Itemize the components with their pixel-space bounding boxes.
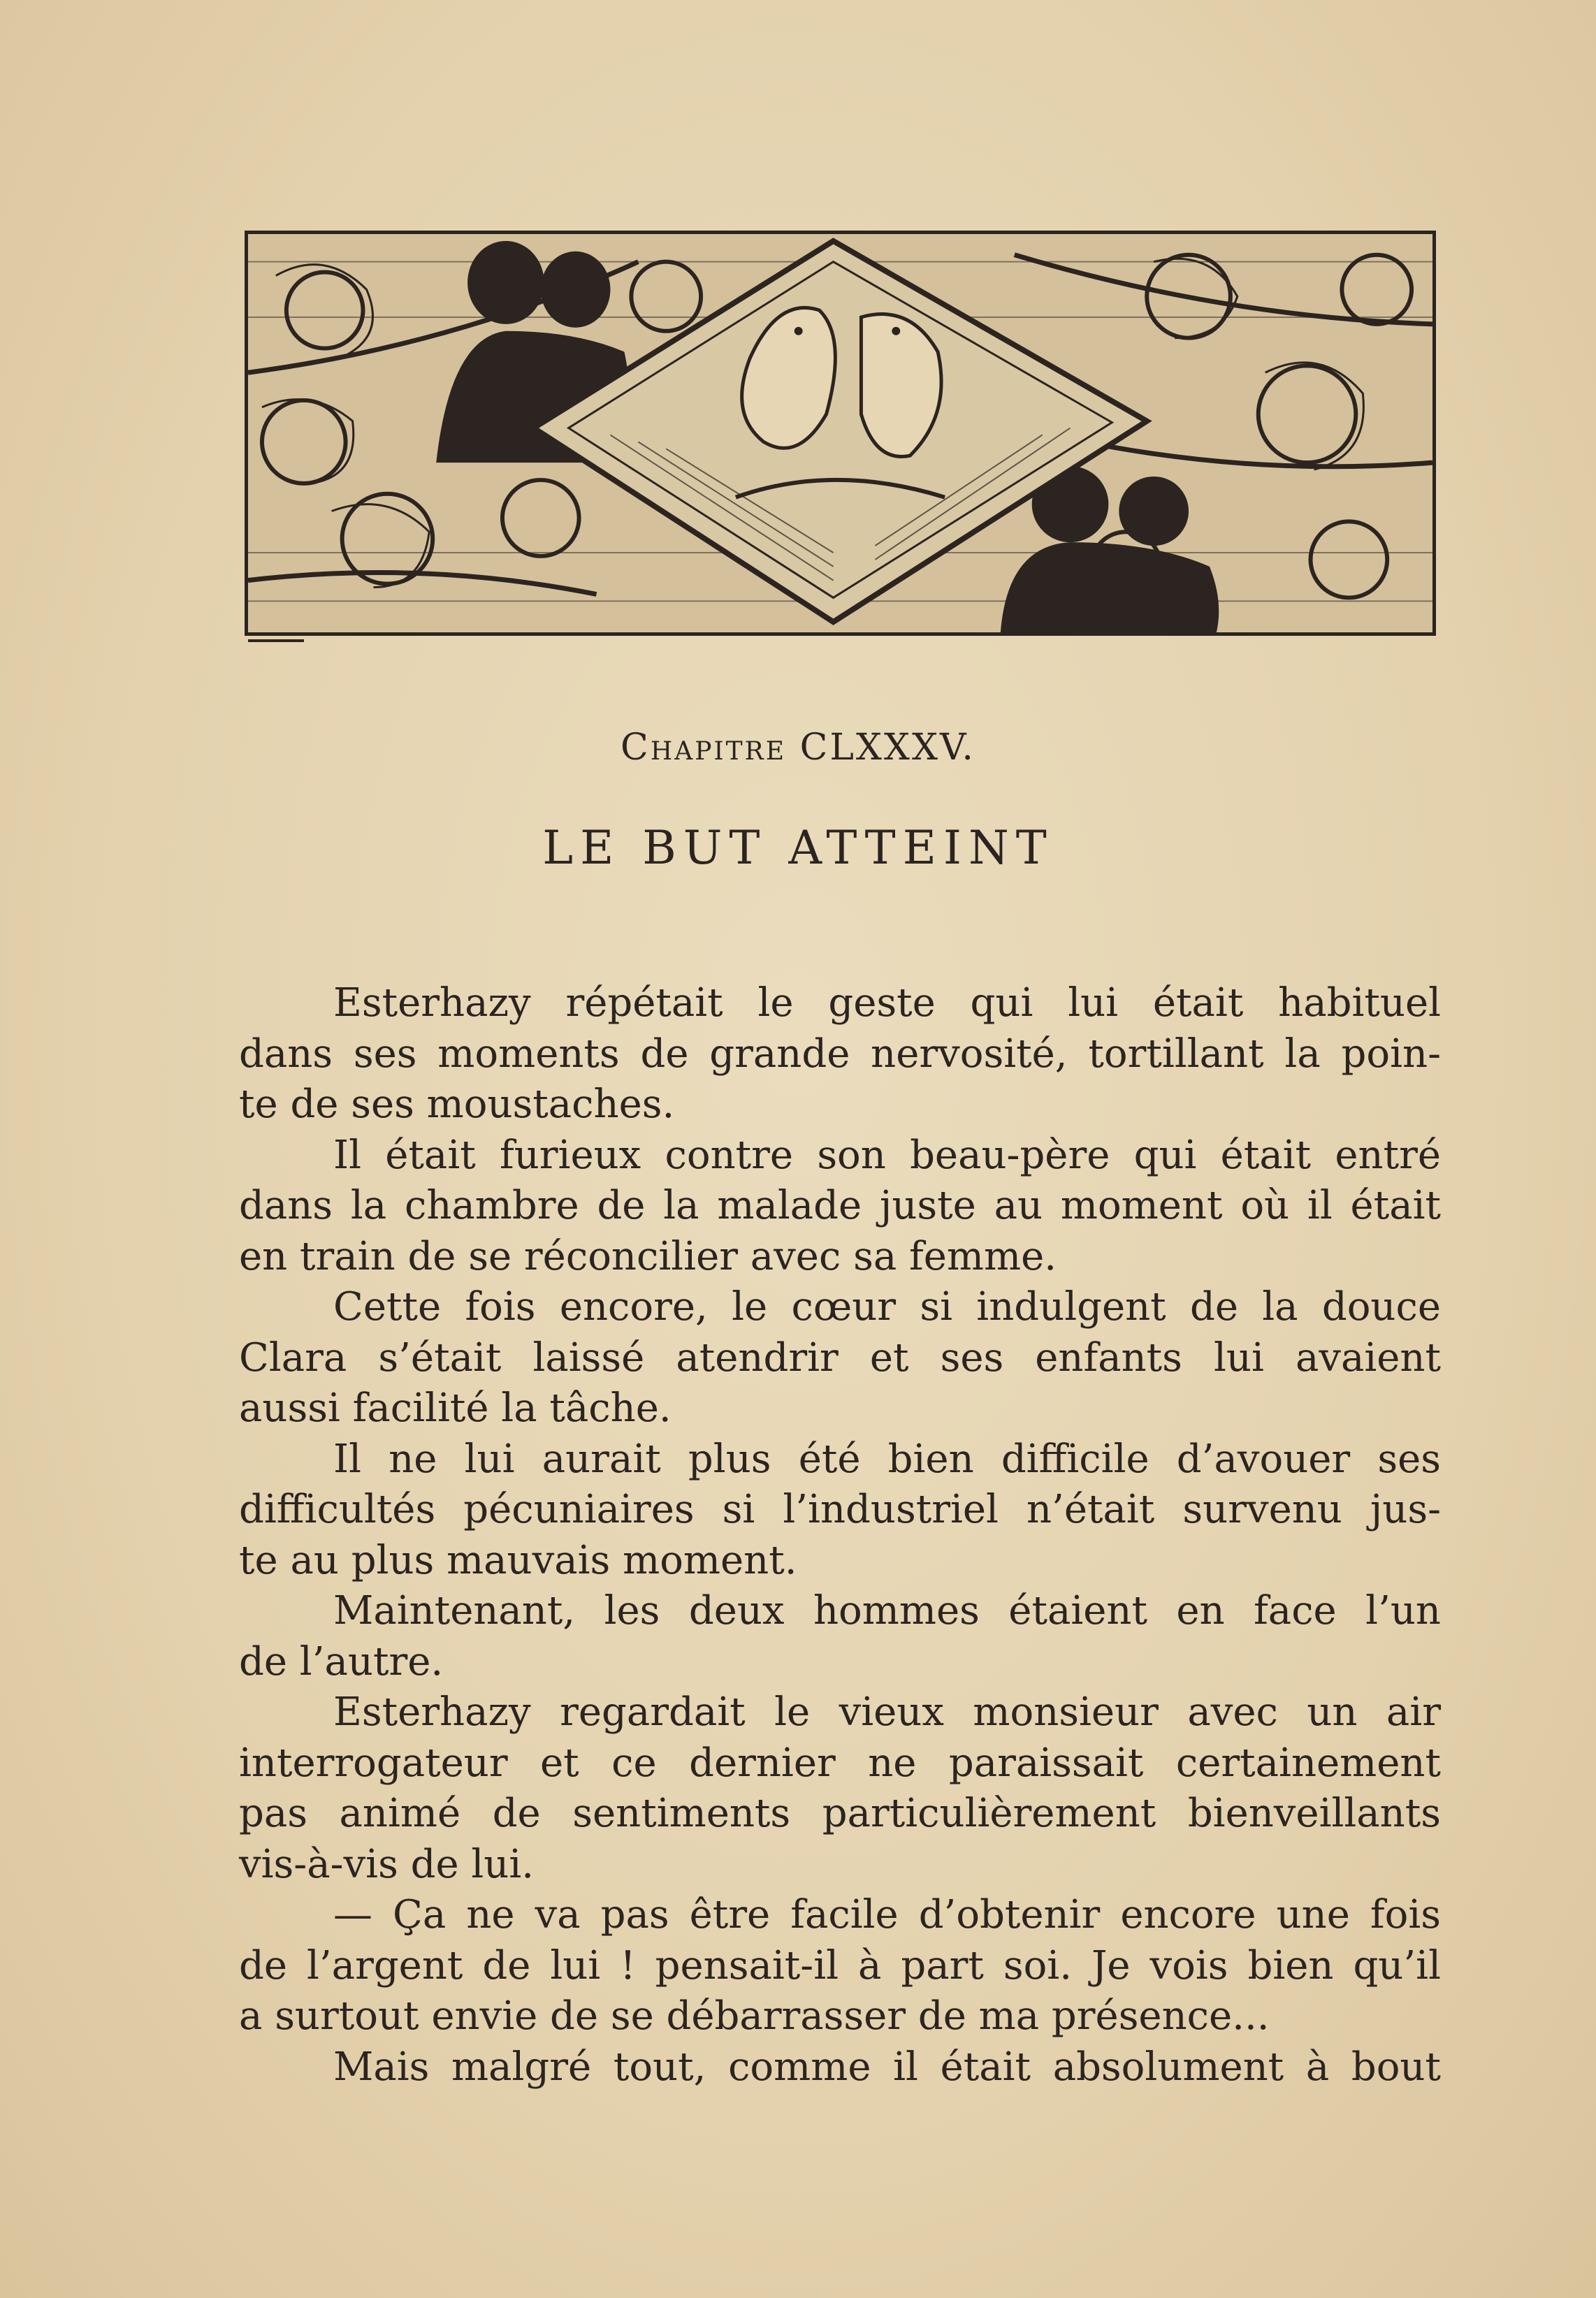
chapter-body-text (239, 978, 1441, 2093)
paragraph-line: difficultés pécuniaires si l’industriel n’était survenu jus- (239, 1487, 1441, 1532)
paragraph-line: Mais malgré tout, comme il était absolument à bout (333, 2044, 1441, 2090)
paragraph-line: te au plus mauvais moment. (239, 1537, 797, 1583)
paragraph-line: dans ses moments de grande nervosité, tortillant la poin- (239, 1031, 1441, 1077)
paragraph-line: — Ça ne va pas être facile d’obtenir encore une fois (333, 1892, 1441, 1937)
paragraph-line: Esterhazy répétait le geste qui lui était habituel (333, 980, 1441, 1026)
paragraph-line: Il ne lui aurait plus été bien difficile d’avouer ses (333, 1436, 1441, 1482)
paragraph-line: Cette fois encore, le cœur si indulgent de la douce (333, 1284, 1441, 1330)
paragraph-line: Maintenant, les deux hommes étaient en face l’un (333, 1588, 1441, 1634)
paragraph-line: aussi facilité la tâche. (239, 1386, 672, 1431)
paragraph-line: Il était furieux contre son beau-père qui était entré (333, 1132, 1441, 1178)
paragraph-line: Clara s’était laissé atendrir et ses enfants lui avaient (239, 1335, 1441, 1381)
paragraph-line: de l’autre. (239, 1638, 444, 1685)
header-illustration (245, 231, 1436, 636)
chapter-label: Chapitre CLXXXV. (621, 727, 975, 769)
paragraph-line: de l’argent de lui ! pensait-il à part soi. Je vois bien qu’il (239, 1942, 1441, 1988)
paragraph-line: dans la chambre de la malade juste au moment où il était (239, 1183, 1441, 1228)
illustration-rule (248, 639, 304, 642)
ornamental-engraving-icon (248, 234, 1432, 632)
paragraph-line: pas animé de sentiments particulièrement bienveillants (239, 1791, 1441, 1836)
paragraph-line: te de ses moustaches. (239, 1082, 675, 1127)
paragraph-line: interrogateur et ce dernier ne paraissait certainement (239, 1740, 1441, 1786)
paragraph-line: vis-à-vis de lui. (239, 1841, 535, 1887)
paragraph-line: a surtout envie de se débarrasser de ma présence... (239, 1993, 1270, 2039)
chapter-title: LE BUT ATTEINT (542, 821, 1054, 875)
paragraph-line: Esterhazy regardait le vieux monsieur avec un air (333, 1689, 1441, 1735)
paragraph-line: en train de se réconcilier avec sa femme. (239, 1233, 1057, 1279)
